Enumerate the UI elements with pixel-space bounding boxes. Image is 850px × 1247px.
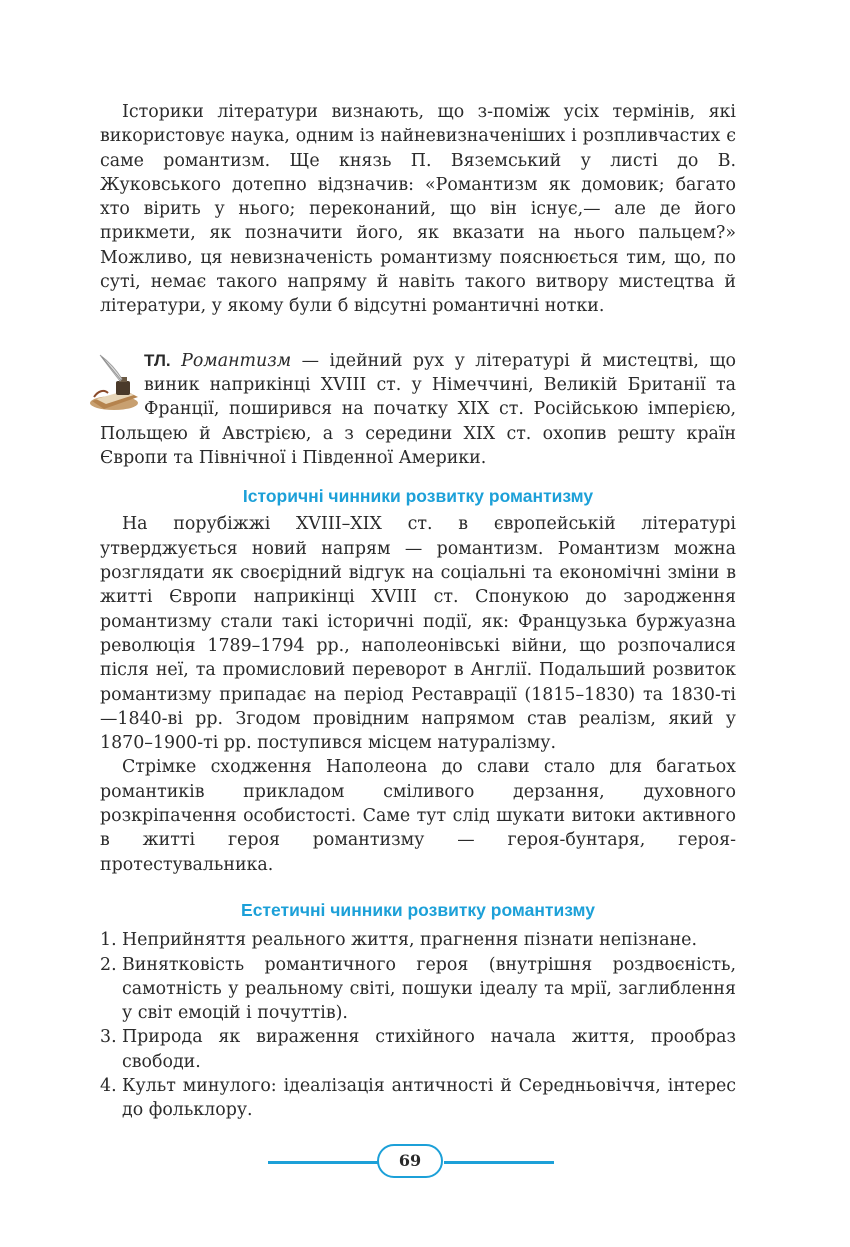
list-item [100,1025,736,1074]
list-item-number: 1. [100,930,117,951]
list-item-text: Винятковість романтичного героя (внутрішня роздвоєність, самотність у реальному світі, пошуки ідеалу та мрії, заглиблення у світ емоцій і почуттів). [122,954,736,1024]
aesthetic-factors-list [100,928,736,1122]
intro-paragraph: Історики літератури визнають, що з-поміж усіх термінів, які використовує наука, одним із найневизначеніших і розпливчастих є саме романтизм. Ще князь П. Вяземський у листі до В. Жуковського дотепно відзначив: «Романтизм як домовик; багато хто вірить у нього; переконаний, що він існує,— але де його прикмети, як позначити його, як вказати на нього пальцем?» Можливо, ця невизначеність романтизму пояснюється тим, що, по суті, немає такого напряму й навіть такого витвору мистецтва й літератури, у якому були б відсутні романтичні нотки. [100,102,736,317]
historical-paragraph-2: Стрімке сходження Наполеона до слави стало для багатьох романтиків прикладом сміливого дерзання, духовного розкріпачення особистості. Саме тут слід шукати витоки активного в житті героя романтизму — героя-бунтаря, героя-протестувальника. [100,757,736,875]
quill-inkwell-icon [86,351,142,417]
list-item [100,1074,736,1123]
section-heading-aesthetic: Естетичні чинники розвитку романтизму [241,899,595,920]
page-footer [0,1144,850,1184]
footer-rule-left [268,1161,378,1164]
footer-rule-right [444,1161,554,1164]
list-item [100,953,736,1026]
page-number: 69 [377,1144,443,1178]
section-heading-historical: Історичні чинники розвитку романтизму [242,486,594,507]
list-item-number: 3. [100,1027,117,1048]
note-text: — ідейний рух у літературі й мистецтві, що виник наприкінці XVIII ст. у Німеччині, Великій Британії та Франції, поширився на початку XIX ст. Російською імперією, Польщею й Австрією, а з середини XIX ст. охопив решту країн Європи та Північної і Південної Америки. [100,350,737,468]
list-item-number: 4. [100,1075,117,1096]
historical-paragraph-1: На порубіжжі XVIII–XIX ст. в європейській літературі утверджується новий напрям — романтизм. Романтизм можна розглядати як своєрідний відгук на соціальні та економічні зміни в житті Європи наприкінці XVIII ст. Спонукою до зародження романтизму стали такі історичні події, як: Французька буржуазна революція 1789–1794 рр., наполеонівські війни, що розпочалися після неї, та промисловий переворот в Англії. Подальший розвиток романтизму припадає на період Реставрації (1815–1830) та 1830-ті—1840-ві рр. Згодом провідним напрямом став реалізм, який у 1870–1900-ті рр. поступився місцем натуралізму. [100,514,736,754]
definition-note [100,349,736,470]
note-term: Романтизм [181,350,292,371]
list-item-number: 2. [100,954,117,975]
note-lead: ТЛ. [144,350,171,370]
list-item [100,928,736,952]
list-item-text: Неприйняття реального життя, прагнення пізнати непізнане. [122,930,697,951]
list-item-text: Природа як вираження стихійного начала життя, прообраз свободи. [122,1027,736,1072]
list-item-text: Культ минулого: ідеалізація античності й Середньовіччя, інтерес до фольклору. [122,1075,736,1121]
page-content [100,100,736,1123]
